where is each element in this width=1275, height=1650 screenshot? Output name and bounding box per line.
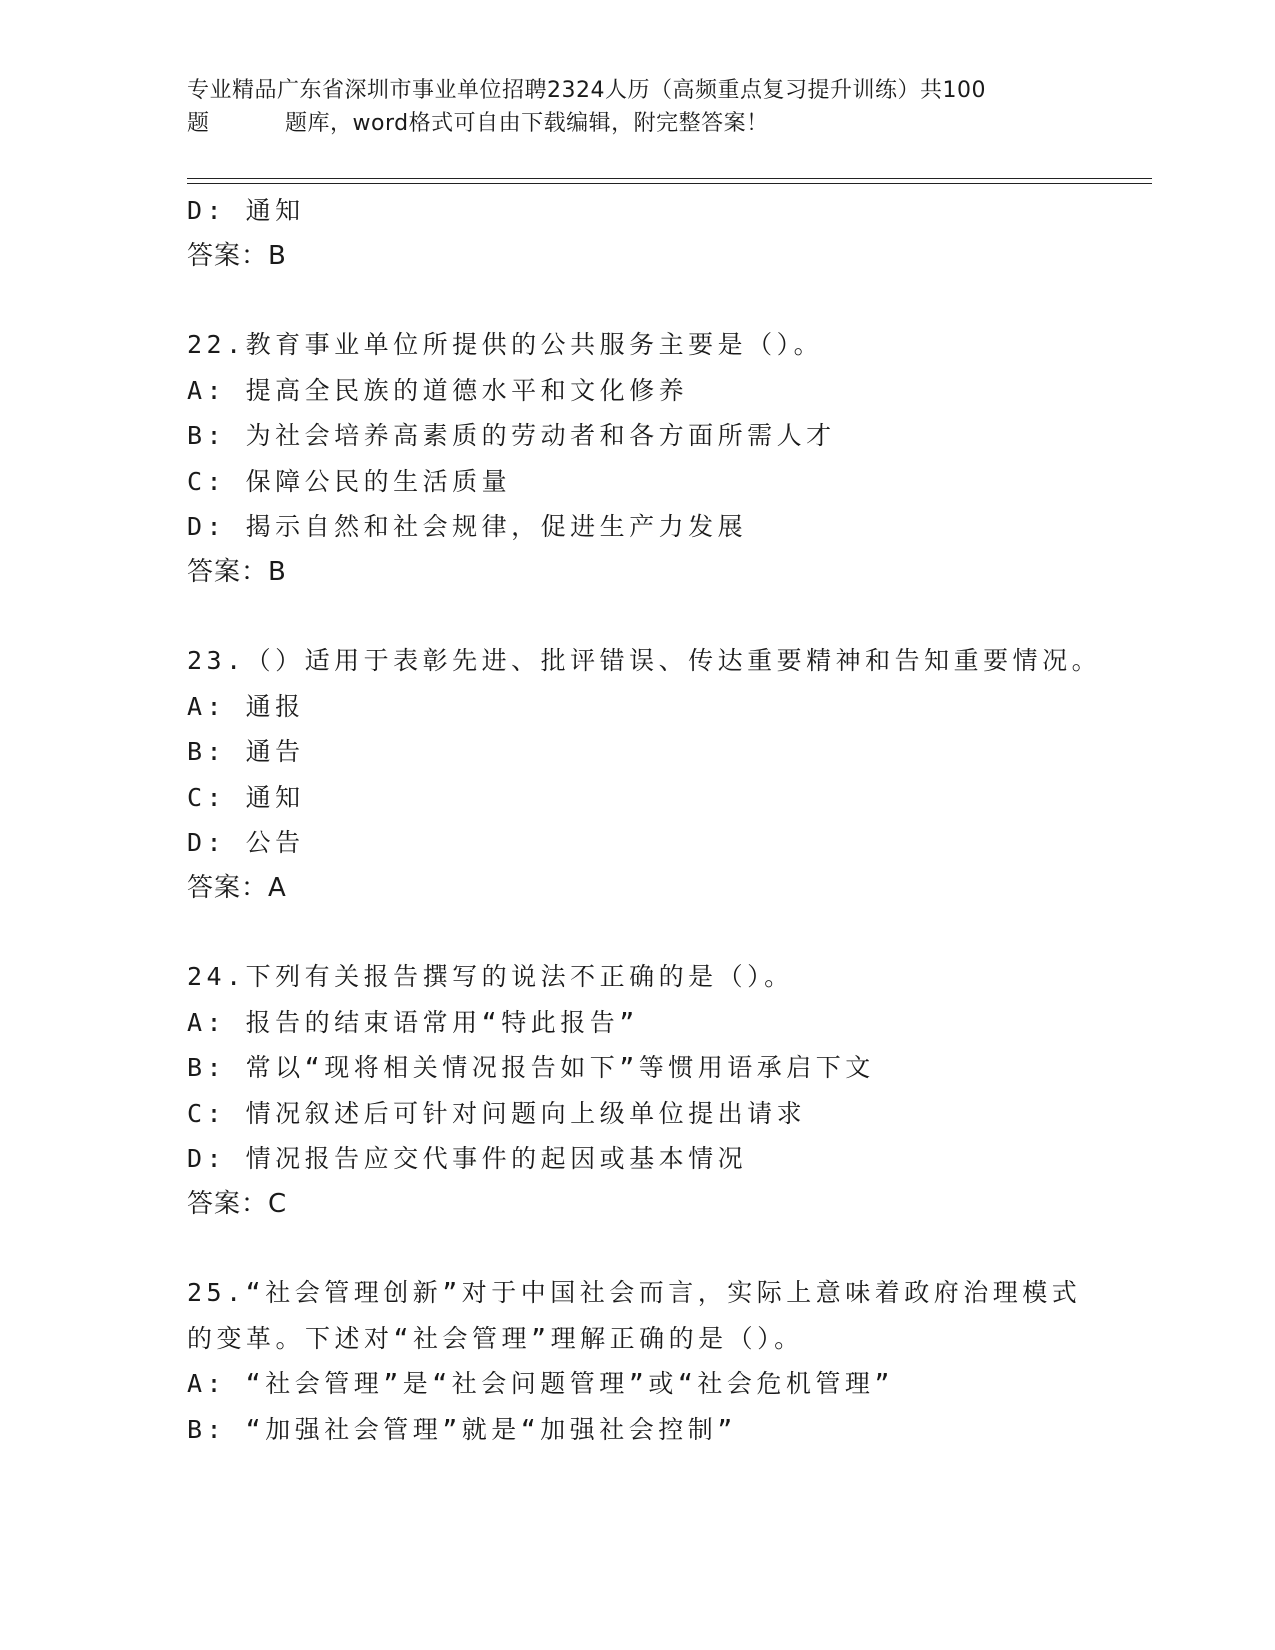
header-title-line-2 — [187, 107, 1087, 140]
option-text: B: 常以“现将相关情况报告如下”等惯用语承启下文 — [187, 1053, 875, 1082]
question-text: 25.“社会管理创新”对于中国社会而言，实际上意味着政府治理模式 — [187, 1278, 1082, 1307]
question-spacer — [187, 595, 1147, 638]
question-spacer — [187, 279, 1147, 322]
option-text: A: “社会管理”是“社会问题管理”或“社会危机管理” — [187, 1369, 894, 1398]
answer-text: 答案：C — [187, 1188, 288, 1219]
question-content — [187, 188, 1147, 1452]
option-text: D: 揭示自然和社会规律，促进生产力发展 — [187, 512, 748, 541]
answer-text: 答案：B — [187, 556, 287, 587]
option-text: D: 情况报告应交代事件的起因或基本情况 — [187, 1144, 748, 1173]
header-divider-top — [187, 178, 1152, 179]
header-title-line-2-prefix: 题 — [187, 111, 210, 136]
question-spacer — [187, 1227, 1147, 1270]
header-title-line-2-text: 题库，word格式可自由下载编辑，附完整答案！ — [285, 111, 769, 136]
option-text: A: 提高全民族的道德水平和文化修养 — [187, 375, 689, 405]
header-title-line-1: 专业精品广东省深圳市事业单位招聘2324人历（高频重点复习提升训练）共100 — [187, 78, 986, 103]
option-text: B: 通告 — [187, 737, 305, 766]
option-text: B: “加强社会管理”就是“加强社会控制” — [187, 1414, 737, 1444]
option-text: D: 通知 — [187, 196, 305, 225]
option-text: B: 为社会培养高素质的劳动者和各方面所需人才 — [187, 421, 836, 450]
question-text: 24.下列有关报告撰写的说法不正确的是（）。 — [187, 962, 794, 991]
header-divider-bottom — [187, 183, 1152, 184]
answer-text: 答案：A — [187, 872, 287, 903]
question-spacer — [187, 911, 1147, 954]
option-text: C: 情况叙述后可针对问题向上级单位提出请求 — [187, 1098, 807, 1128]
question-text: 22.教育事业单位所提供的公共服务主要是（）。 — [187, 330, 824, 359]
option-text: A: 报告的结束语常用“特此报告” — [187, 1007, 639, 1037]
option-text: A: 通报 — [187, 691, 305, 721]
option-text: C: 通知 — [187, 782, 305, 812]
option-text: D: 公告 — [187, 828, 305, 857]
answer-text: 答案：B — [187, 240, 287, 271]
option-text: C: 保障公民的生活质量 — [187, 466, 512, 496]
page-header — [187, 74, 1087, 140]
question-text: 的变革。下述对“社会管理”理解正确的是（）。 — [187, 1323, 804, 1353]
question-text: 23.（）适用于表彰先进、批评错误、传达重要精神和告知重要情况。 — [187, 646, 1102, 675]
